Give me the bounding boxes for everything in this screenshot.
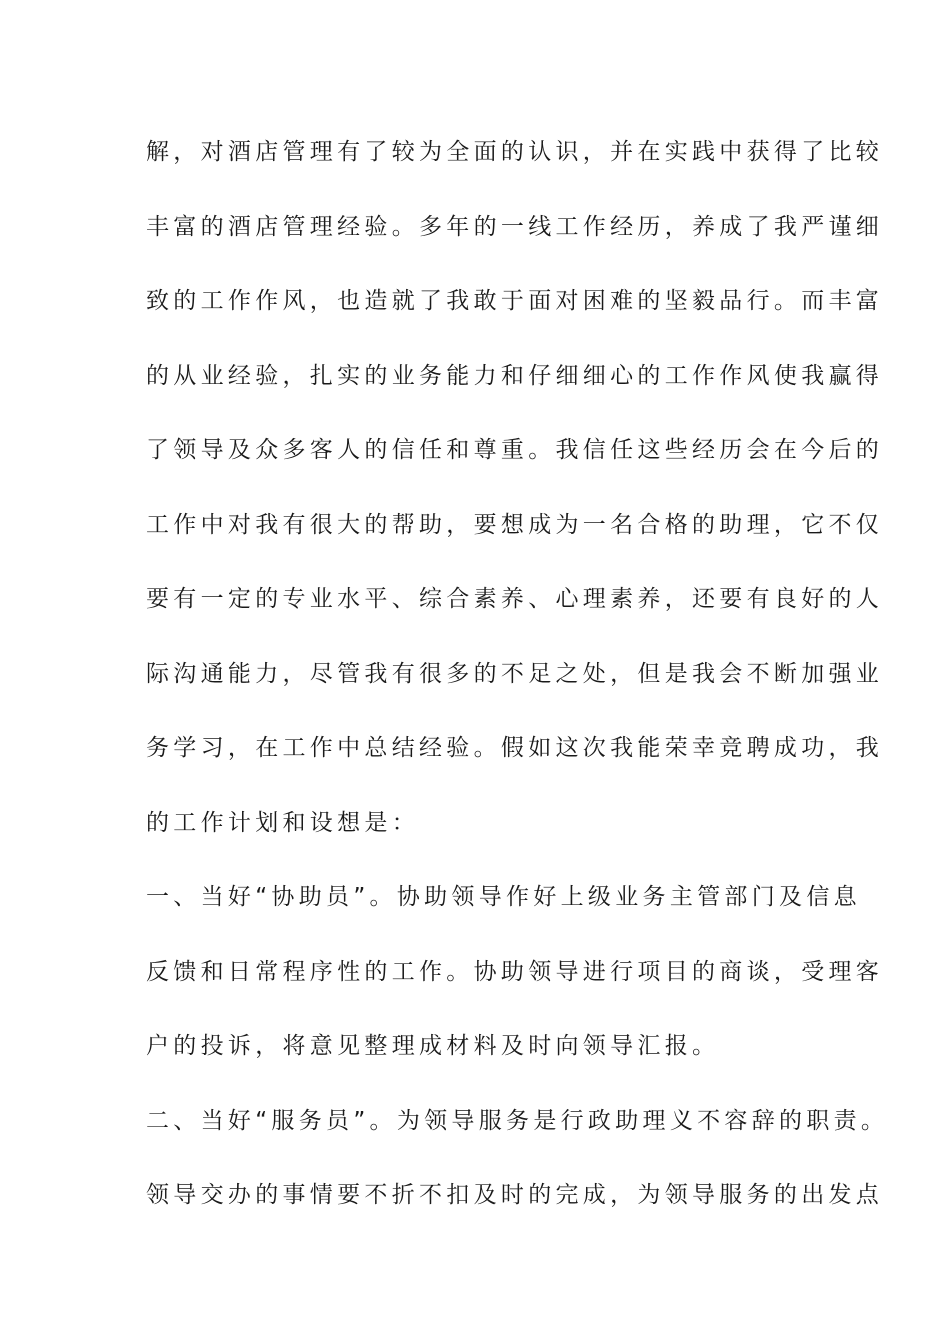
text-line: 一、当好“协助员”。协助领导作好上级业务主管部门及信息 [146,884,861,910]
document-body [146,128,889,1246]
text-line: 要有一定的专业水平、综合素养、心理素养，还要有良好的人 [146,586,884,612]
text-line: 二、当好“服务员”。为领导服务是行政助理义不容辞的职责。 [146,1107,889,1134]
text-line: 际沟通能力，尽管我有很多的不足之处，但是我会不断加强业 [146,660,884,687]
text-line: 丰富的酒店管理经验。多年的一线工作经历，养成了我严谨细 [146,213,884,240]
text-line: 解，对酒店管理有了较为全面的认识，并在实践中获得了比较 [146,139,884,165]
text-line: 致的工作作风，也造就了我敢于面对困难的坚毅品行。而丰富 [146,288,884,314]
text-line: 务学习，在工作中总结经验。假如这次我能荣幸竞聘成功，我 [146,735,884,761]
text-line: 反馈和日常程序性的工作。协助领导进行项目的商谈，受理客 [146,958,884,985]
text-line: 了领导及众多客人的信任和尊重。我信任这些经历会在今后的 [146,437,884,463]
text-line: 的从业经验，扎实的业务能力和仔细细心的工作作风使我赢得 [146,362,884,389]
text-line: 工作中对我有很大的帮助，要想成为一名合格的助理，它不仅 [146,511,884,538]
text-line: 户的投诉，将意见整理成材料及时向领导汇报。 [146,1033,720,1059]
text-line: 的工作计划和设想是： [146,809,419,836]
text-line: 领导交办的事情要不折不扣及时的完成，为领导服务的出发点 [146,1182,884,1208]
